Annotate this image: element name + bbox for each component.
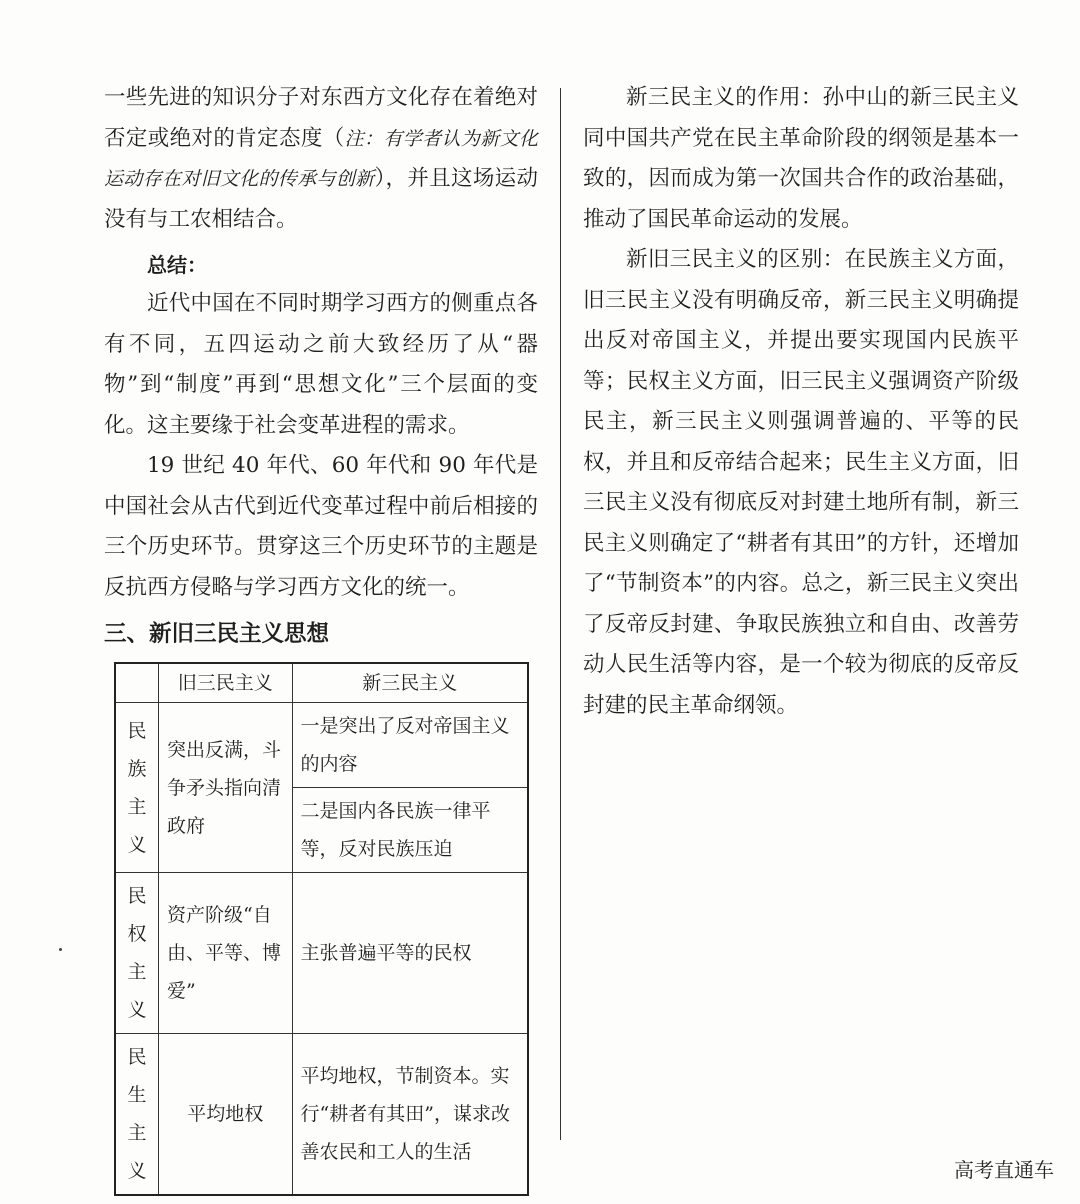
- row-label-minsheng: 民生主义: [115, 1034, 159, 1196]
- table-header-row: [115, 663, 528, 703]
- role-paragraph: 新三民主义的作用：孙中山的新三民主义同中国共产党在民主革命阶段的纲领是基本一致的，因而成为第一次国共合作的政治基础，推动了国民革命运动的发展。: [583, 85, 1019, 232]
- difference-paragraph: 新旧三民主义的区别：在民族主义方面，旧三民主义没有明确反帝，新三民主义明确提出反对帝国主义，并提出要实现国内民族平等；民权主义方面，旧三民主义强调资产阶级民主，新三民主义则强调普遍的、平等的民权，并且和反帝结合起来；民生主义方面，旧三民主义没有彻底反对封建土地所有制，新三民主义则确定了“耕者有其田”的方针，还增加了“节制资本”的内容。总之，新三民主义突出了反帝反封建、争取民族独立和自由、改善劳动人民生活等内容，是一个较为彻底的反帝反封建的民主革命纲领。: [583, 247, 1019, 718]
- minsheng-new: 平均地权，节制资本。实行“耕者有其田”，谋求改善农民和工人的生活: [292, 1034, 528, 1196]
- right-column: [583, 78, 1019, 726]
- summary-paragraph-2: 19 世纪 40 年代、60 年代和 90 年代是中国社会从古代到近代变革过程中前后相接的三个历史环节。贯穿这三个历史环节的主题是反抗西方侵略与学习西方文化的统一。: [104, 453, 538, 600]
- table-row: [115, 703, 528, 788]
- scan-speck: [59, 948, 62, 951]
- row-label-minzu: 民族主义: [115, 703, 159, 873]
- row-label-minquan: 民权主义: [115, 873, 159, 1034]
- table-header-blank: [115, 663, 159, 703]
- minquan-new: 主张普遍平等的民权: [292, 873, 528, 1034]
- minsheng-old: 平均地权: [159, 1034, 293, 1196]
- summary-paragraph-1: 近代中国在不同时期学习西方的侧重点各有不同，五四运动之前大致经历了从“器物”到“制度”再到“思想文化”三个层面的变化。这主要缘于社会变革进程的需求。: [104, 291, 538, 438]
- left-column: [104, 78, 538, 666]
- minzu-new-1: 一是突出了反对帝国主义的内容: [292, 703, 528, 788]
- table-row: [115, 1034, 528, 1196]
- summary-label: 总结：: [147, 253, 207, 277]
- column-divider: [560, 88, 561, 1140]
- scholar-note: 注：有学者认为新文化运动存在对旧文化的传承与创新: [104, 127, 538, 190]
- table-row: [115, 873, 528, 1034]
- watermark: 高考直通车: [954, 1158, 1054, 1182]
- table-header-new: 新三民主义: [292, 663, 528, 703]
- section-title: 三、新旧三民主义思想: [104, 621, 330, 647]
- minzu-new-2: 二是国内各民族一律平等，反对民族压迫: [292, 788, 528, 873]
- minzu-old: 突出反满，斗争矛头指向清政府: [159, 703, 293, 873]
- comparison-table: [114, 662, 529, 1196]
- intro-paragraph: 一些先进的知识分子对东西方文化存在着绝对否定或绝对的肯定态度（注：有学者认为新文化运动存在对旧文化的传承与创新），并且这场运动没有与工农相结合。: [104, 85, 538, 232]
- table-header-old: 旧三民主义: [159, 663, 293, 703]
- minquan-old: 资产阶级“自由、平等、博爱”: [159, 873, 293, 1034]
